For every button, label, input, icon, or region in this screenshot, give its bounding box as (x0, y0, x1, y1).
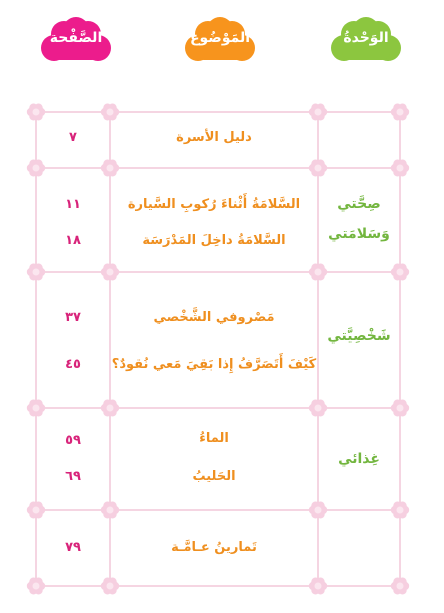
grid-flower-icon (391, 159, 409, 176)
topic-water: الماءُ (199, 431, 229, 446)
grid-flower-icon (309, 103, 327, 120)
grid-flower-icon (309, 501, 327, 518)
grid-flower-icon (101, 577, 119, 594)
grid-flower-icon (27, 577, 45, 594)
grid-flower-icon (391, 103, 409, 120)
page-number-18: ١٨ (65, 233, 81, 248)
grid-flower-icon (391, 263, 409, 280)
grid-flower-icon (27, 399, 45, 416)
grid-flower-icon (391, 501, 409, 518)
unit-my-health-and-safety-line1: صِحَّتي (337, 196, 381, 212)
unit-my-personality: شَخْصِيَّتي (327, 328, 391, 344)
topic-school-safety: السَّلامَةُ داخِلَ المَدْرَسَة (142, 233, 286, 248)
grid-flower-icon (27, 159, 45, 176)
topic-header-label: المَوْضُوع (189, 30, 251, 46)
topic-general-exercises: تَمارينُ عـامَّـة (171, 540, 257, 555)
grid-flower-icon (309, 159, 327, 176)
grid-flower-icon (27, 103, 45, 120)
grid-flower-icon (391, 399, 409, 416)
page-number-69: ٦٩ (65, 469, 81, 484)
page-number-59: ٥٩ (65, 433, 81, 448)
grid-flower-icon (309, 263, 327, 280)
unit-header-label: الوَحْدةُ (343, 30, 389, 46)
grid-flower-icon (309, 399, 327, 416)
page-number-7: ٧ (69, 130, 77, 145)
page-number-79: ٧٩ (65, 540, 81, 555)
grid-flower-icon (391, 577, 409, 594)
grid-flower-icon (27, 263, 45, 280)
grid-flower-icon (101, 501, 119, 518)
grid-flower-icon (101, 103, 119, 120)
page-header-label: الصَّفْحة (49, 30, 103, 46)
grid-flower-icon (101, 263, 119, 280)
topic-milk: الحَليبُ (192, 469, 236, 484)
page-number-11: ١١ (65, 197, 81, 212)
topic-family-guide: دليل الأسرة (176, 130, 252, 145)
unit-my-food: غِذائي (338, 451, 380, 467)
topic-leftover-money: كَيْفَ أَتَصَرَّفُ إِذا بَقِيَ مَعي نُقودٌ؟ (111, 357, 317, 372)
grid-flower-icon (27, 501, 45, 518)
page-number-37: ٣٧ (65, 310, 81, 325)
page-number-45: ٤٥ (65, 357, 81, 372)
topic-personal-allowance: مَصْروفي الشَّخْصي (153, 310, 275, 325)
grid-flower-icon (101, 159, 119, 176)
topic-car-safety: السَّلامَةُ أَثْناءَ رُكوبِ السَّيارة (127, 197, 301, 212)
grid-flower-icon (101, 399, 119, 416)
grid-flower-icon (309, 577, 327, 594)
unit-my-health-and-safety-line2: وَسَلامَتي (328, 226, 390, 242)
